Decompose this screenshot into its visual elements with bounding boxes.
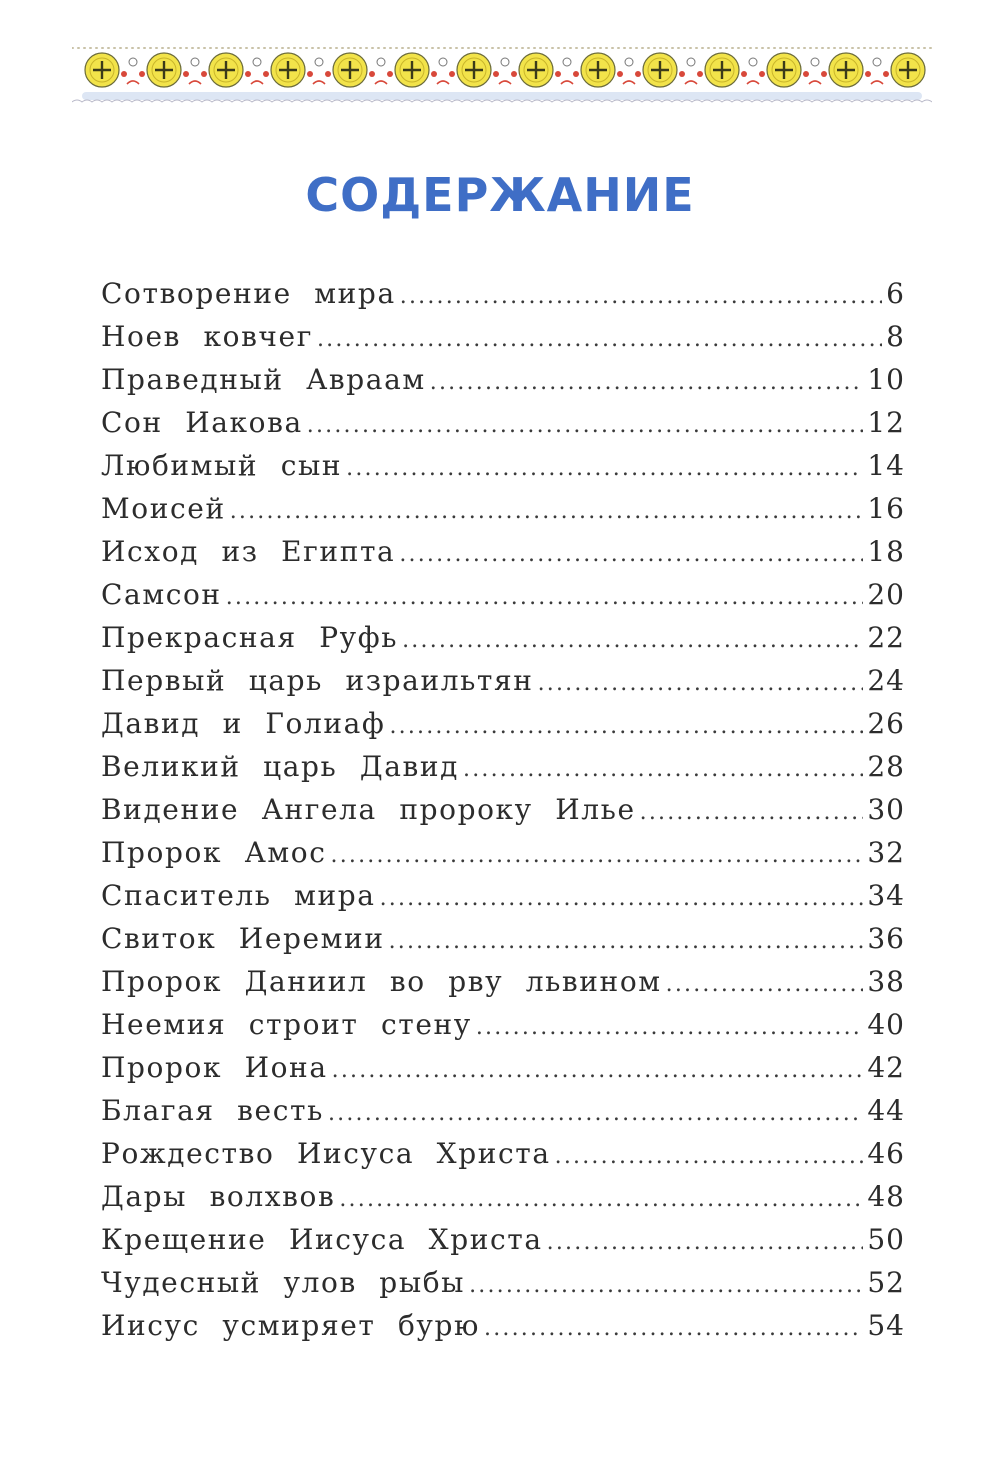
- toc-entry: [101, 1175, 905, 1218]
- toc-entry-title: Пророк Иона: [101, 1051, 328, 1084]
- toc-entry: [101, 315, 905, 358]
- toc-entry: [101, 272, 905, 315]
- small-ring-icon: [679, 58, 703, 84]
- small-ring-icon: [431, 58, 455, 84]
- toc-entry-page-number: 30: [867, 793, 905, 826]
- toc-entry-title: Спаситель мира: [101, 879, 376, 912]
- toc-dot-leader: [402, 619, 863, 662]
- toc-dot-leader: [484, 1307, 863, 1350]
- cross-medallion-icon: [271, 53, 305, 87]
- toc-entry: [101, 487, 905, 530]
- cross-medallion-icon: [581, 53, 615, 87]
- toc-entry-page-number: 48: [867, 1180, 905, 1213]
- toc-dot-leader: [331, 834, 864, 877]
- toc-entry: [101, 401, 905, 444]
- toc-dot-leader: [389, 920, 864, 963]
- small-ring-icon: [307, 58, 331, 84]
- toc-dot-leader: [476, 1006, 864, 1049]
- toc-dot-leader: [389, 705, 863, 748]
- cross-medallion-icon: [767, 53, 801, 87]
- toc-entry-title: Рождество Иисуса Христа: [101, 1137, 551, 1170]
- toc-entry-page-number: 52: [867, 1266, 905, 1299]
- toc-entry: [101, 573, 905, 616]
- toc-dot-leader: [538, 662, 864, 705]
- small-ring-icon: [121, 58, 145, 84]
- toc-entry-title: Крещение Иисуса Христа: [101, 1223, 543, 1256]
- toc-entry-page-number: 32: [867, 836, 905, 869]
- toc-entry: [101, 444, 905, 487]
- toc-entry-page-number: 54: [867, 1309, 905, 1342]
- toc-entry: [101, 702, 905, 745]
- toc-entry: [101, 745, 905, 788]
- toc-entry-page-number: 6: [886, 277, 905, 310]
- toc-entry-title: Великий царь Давид: [101, 750, 460, 783]
- toc-entry-page-number: 36: [867, 922, 905, 955]
- toc-entry: [101, 1089, 905, 1132]
- toc-entry: [101, 960, 905, 1003]
- toc-dot-leader: [317, 318, 882, 361]
- toc-entry-page-number: 46: [867, 1137, 905, 1170]
- toc-dot-leader: [399, 533, 863, 576]
- toc-entry-title: Исход из Египта: [101, 535, 396, 568]
- toc-entry-title: Самсон: [101, 578, 222, 611]
- toc-entry-title: Благая весть: [101, 1094, 324, 1127]
- toc-entry: [101, 788, 905, 831]
- toc-dot-leader: [328, 1092, 863, 1135]
- table-of-contents: [101, 272, 905, 1347]
- cross-medallion-icon: [85, 53, 119, 87]
- toc-entry-page-number: 12: [867, 406, 905, 439]
- toc-entry-title: Первый царь израильтян: [101, 664, 534, 697]
- toc-entry-title: Сотворение мира: [101, 277, 396, 310]
- page-title: СОДЕРЖАНИЕ: [305, 168, 695, 222]
- toc-entry-page-number: 38: [867, 965, 905, 998]
- toc-entry-page-number: 16: [867, 492, 905, 525]
- cross-medallion-icon: [147, 53, 181, 87]
- toc-entry: [101, 1003, 905, 1046]
- toc-entry-title: Моисей: [101, 492, 226, 525]
- toc-dot-leader: [547, 1221, 864, 1264]
- toc-entry-page-number: 50: [867, 1223, 905, 1256]
- toc-dot-leader: [463, 748, 863, 791]
- small-ring-icon: [555, 58, 579, 84]
- toc-dot-leader: [469, 1264, 863, 1307]
- toc-entry-page-number: 20: [867, 578, 905, 611]
- toc-entry-title: Иисус усмиряет бурю: [101, 1309, 480, 1342]
- toc-entry-title: Дары волхвов: [101, 1180, 336, 1213]
- toc-entry: [101, 831, 905, 874]
- toc-entry: [101, 1304, 905, 1347]
- toc-entry: [101, 874, 905, 917]
- toc-dot-leader: [430, 361, 864, 404]
- toc-dot-leader: [400, 275, 882, 318]
- toc-entry-title: Давид и Голиаф: [101, 707, 386, 740]
- small-ring-icon: [803, 58, 827, 84]
- toc-entry-title: Видение Ангела пророку Илье: [101, 793, 636, 826]
- toc-entry: [101, 1132, 905, 1175]
- toc-dot-leader: [380, 877, 864, 920]
- toc-entry-page-number: 28: [867, 750, 905, 783]
- toc-dot-leader: [226, 576, 864, 619]
- toc-entry: [101, 1046, 905, 1089]
- small-ring-icon: [865, 58, 889, 84]
- toc-entry-page-number: 34: [867, 879, 905, 912]
- toc-dot-leader: [332, 1049, 864, 1092]
- toc-entry-title: Ноев ковчег: [101, 320, 313, 353]
- cross-medallion-icon: [209, 53, 243, 87]
- toc-entry: [101, 530, 905, 573]
- cross-medallion-icon: [333, 53, 367, 87]
- small-ring-icon: [617, 58, 641, 84]
- toc-entry-title: Любимый сын: [101, 449, 343, 482]
- toc-entry-page-number: 22: [867, 621, 905, 654]
- cross-medallion-icon: [705, 53, 739, 87]
- decorative-ornament-border: [72, 40, 932, 110]
- cross-medallion-icon: [891, 53, 925, 87]
- toc-entry-title: Свиток Иеремии: [101, 922, 385, 955]
- toc-entry-title: Праведный Авраам: [101, 363, 426, 396]
- toc-dot-leader: [339, 1178, 863, 1221]
- cross-medallion-icon: [829, 53, 863, 87]
- small-ring-icon: [245, 58, 269, 84]
- toc-dot-leader: [307, 404, 864, 447]
- toc-entry-title: Пророк Даниил во рву львином: [101, 965, 662, 998]
- toc-entry: [101, 917, 905, 960]
- toc-entry-page-number: 8: [886, 320, 905, 353]
- toc-dot-leader: [230, 490, 864, 533]
- toc-entry: [101, 358, 905, 401]
- toc-entry-page-number: 44: [867, 1094, 905, 1127]
- toc-entry-page-number: 24: [867, 664, 905, 697]
- toc-entry-title: Неемия строит стену: [101, 1008, 472, 1041]
- toc-entry-page-number: 14: [867, 449, 905, 482]
- toc-entry: [101, 659, 905, 702]
- toc-dot-leader: [666, 963, 864, 1006]
- cross-medallion-icon: [519, 53, 553, 87]
- toc-entry-page-number: 10: [867, 363, 905, 396]
- toc-entry: [101, 1261, 905, 1304]
- toc-entry-page-number: 18: [867, 535, 905, 568]
- small-ring-icon: [369, 58, 393, 84]
- small-ring-icon: [493, 58, 517, 84]
- toc-entry-page-number: 40: [867, 1008, 905, 1041]
- toc-entry-title: Сон Иакова: [101, 406, 303, 439]
- toc-entry-title: Прекрасная Руфь: [101, 621, 399, 654]
- toc-dot-leader: [640, 791, 864, 834]
- cross-medallion-icon: [457, 53, 491, 87]
- toc-entry-title: Чудесный улов рыбы: [101, 1266, 466, 1299]
- toc-dot-leader: [346, 447, 863, 490]
- toc-entry: [101, 616, 905, 659]
- small-ring-icon: [183, 58, 207, 84]
- toc-dot-leader: [555, 1135, 864, 1178]
- toc-entry-page-number: 42: [867, 1051, 905, 1084]
- small-ring-icon: [741, 58, 765, 84]
- cross-medallion-icon: [395, 53, 429, 87]
- toc-entry-page-number: 26: [867, 707, 905, 740]
- toc-entry: [101, 1218, 905, 1261]
- toc-entry-title: Пророк Амос: [101, 836, 327, 869]
- cross-medallion-icon: [643, 53, 677, 87]
